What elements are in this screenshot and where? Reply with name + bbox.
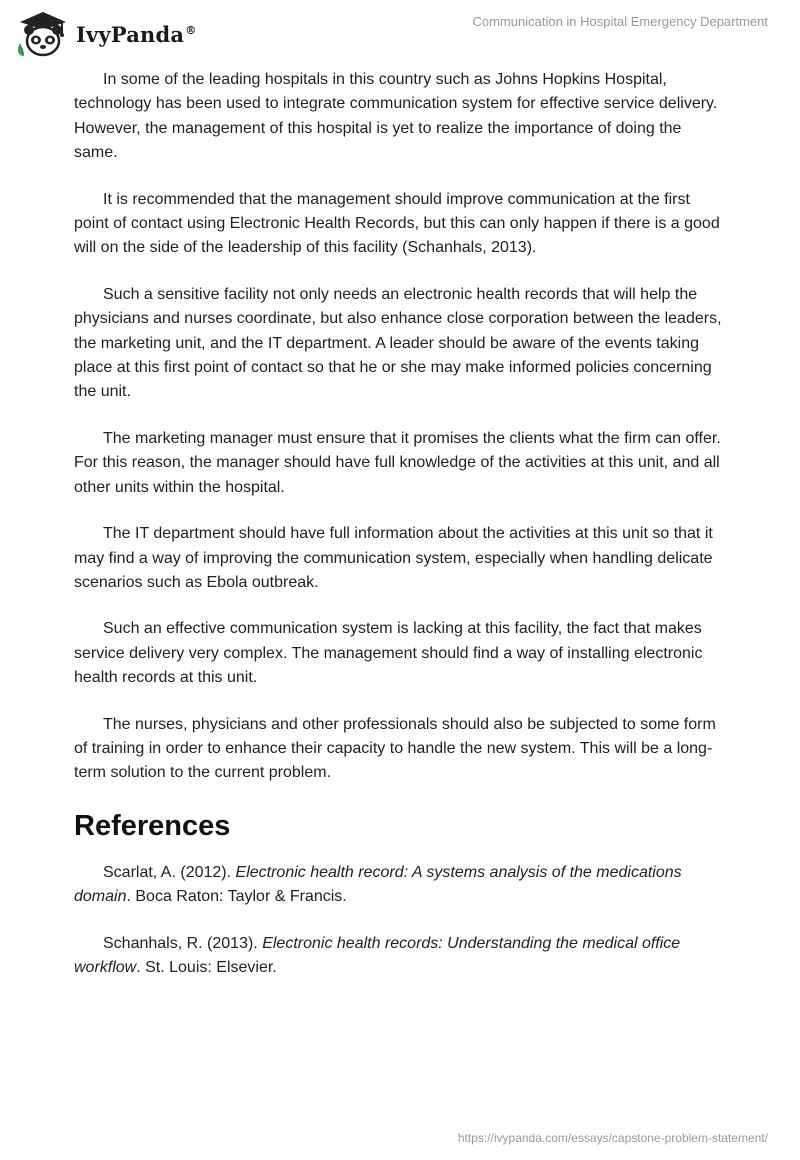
ivypanda-logo[interactable] bbox=[14, 10, 196, 58]
reference-item: Schanhals, R. (2013). Electronic health records: Understanding the medical office workflow. St. Louis: Elsevier. bbox=[74, 934, 681, 976]
paragraph: The nurses, physicians and other professionals should also be subjected to some form of training in order to enhance their capacity to handle the new system. This will be a long-term solution to the current problem. bbox=[74, 715, 716, 782]
document-title: Communication in Hospital Emergency Department bbox=[472, 14, 768, 29]
references-heading: References bbox=[74, 809, 231, 842]
paragraph: It is recommended that the management should improve communication at the first point of contact using Electronic Health Records, but this can only happen if there is a good will on the side of the leadership of this facility (Schanhals, 2013). bbox=[74, 190, 720, 257]
paragraph: The marketing manager must ensure that it promises the clients what the firm can offer. For this reason, the manager should have full knowledge of the activities at this unit, and all other units within the hospital. bbox=[74, 429, 721, 496]
paragraph: Such a sensitive facility not only needs an electronic health records that will help the physicians and nurses coordinate, but also enhance close corporation between the leaders, the marketing unit, and the IT department. A leader should be aware of the events taking place at this first point of contact so that he or she may make informed policies concerning the unit. bbox=[74, 285, 722, 401]
source-url[interactable]: https://ivypanda.com/essays/capstone-problem-statement/ bbox=[457, 1131, 768, 1145]
essay-body bbox=[74, 68, 726, 1002]
reference-item: Scarlat, A. (2012). Electronic health record: A systems analysis of the medications domain. Boca Raton: Taylor & Francis. bbox=[74, 863, 682, 906]
paragraph: Such an effective communication system is lacking at this facility, the fact that makes service delivery very complex. The management should find a way of installing electronic health records at this unit. bbox=[74, 620, 703, 687]
paragraph: In some of the leading hospitals in this country such as Johns Hopkins Hospital, technology has been used to integrate communication system for effective service delivery. However, the management of this hospital is yet to realize the importance of doing the same. bbox=[74, 71, 718, 162]
paragraph: The IT department should have full information about the activities at this unit so that it may find a way of improving the communication system, especially when handling delicate scenarios such as Ebola outbreak. bbox=[74, 525, 713, 591]
brand-name: IvyPanda® bbox=[76, 21, 197, 47]
panda-graduate-icon bbox=[14, 10, 72, 58]
page-header bbox=[0, 0, 800, 64]
